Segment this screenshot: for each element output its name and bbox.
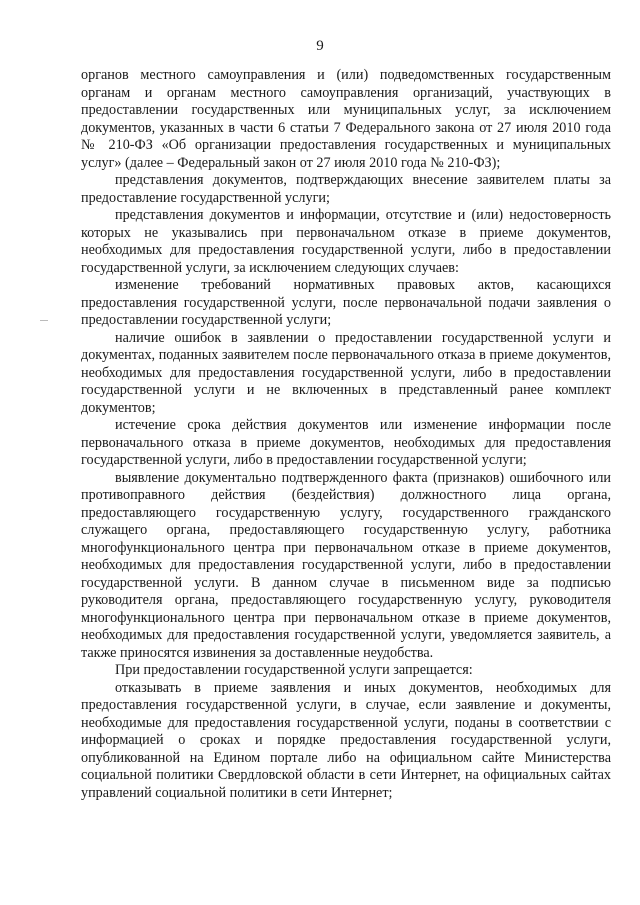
paragraph-4: изменение требований нормативных правовых актов, касающихся предоставления государственной услуги, после первоначальной подачи заявления о предоставлении государственной услуги;: [81, 277, 611, 328]
paragraph-6: истечение срока действия документов или изменение информации после первоначального отказа в приеме документов, необходимых для предоставления государственной услуги, либо в предоставлении государственной услуги;: [81, 417, 611, 468]
page-number: 9: [316, 38, 324, 54]
margin-mark: [40, 320, 48, 321]
paragraph-2: представления документов, подтверждающих внесение заявителем платы за предоставление государственной услуги;: [81, 172, 611, 206]
paragraph-3: представления документов и информации, отсутствие и (или) недостоверность которых не указывались при первоначальном отказе в приеме документов, необходимых для предоставления государственной услуги, либо в предоставлении государственной услуги, за исключением следующих случаев:: [81, 207, 611, 276]
document-body: [81, 67, 611, 802]
paragraph-5: наличие ошибок в заявлении о предоставлении государственной услуги и документах, поданных заявителем после первоначального отказа в приеме документов, необходимых для предоставления государственной услуги, либо в предоставлении государственной услуги и не включенных в представленный ранее комплект документов;: [81, 329, 611, 416]
paragraph-7: выявление документально подтвержденного факта (признаков) ошибочного или противоправного действия (бездействия) должностного лица органа, предоставляющего государственную услугу, государственного гражданского служащего органа, предоставляющего государственную услугу, работника многофункционального центра при первоначальном отказе в приеме документов, необходимых для предоставления государственной услуги, либо в предоставлении государственной услуги. В данном случае в письменном виде за подписью руководителя органа, предоставляющего государственную услугу, руководителя многофункционального центра при первоначальном отказе в приеме документов, необходимых для предоставления государственной услуги, уведомляется заявитель, а также приносятся извинения за доставленные неудобства.: [81, 469, 611, 661]
paragraph-8: При предоставлении государственной услуги запрещается:: [115, 662, 473, 678]
paragraph-9: отказывать в приеме заявления и иных документов, необходимых для предоставления государственной услуги, в случае, если заявление и документы, необходимые для предоставления государственной услуги, поданы в соответствии с информацией о сроках и порядке предоставления государственной услуги, опубликованной на Едином портале либо на официальном сайте Министерства социальной политики Свердловской области в сети Интернет, на официальных сайтах управлений социальной политики в сети Интернет;: [81, 679, 611, 801]
paragraph-1: органов местного самоуправления и (или) подведомственных государственным органам и органам местного самоуправления организаций, участвующих в предоставлении государственных или муниципальных услуг, за исключением документов, указанных в части 6 статьи 7 Федерального закона от 27 июля 2010 года № 210-ФЗ «Об организации предоставления государственных и муниципальных услуг» (далее – Федеральный закон от 27 июля 2010 года № 210-ФЗ);: [81, 67, 611, 171]
